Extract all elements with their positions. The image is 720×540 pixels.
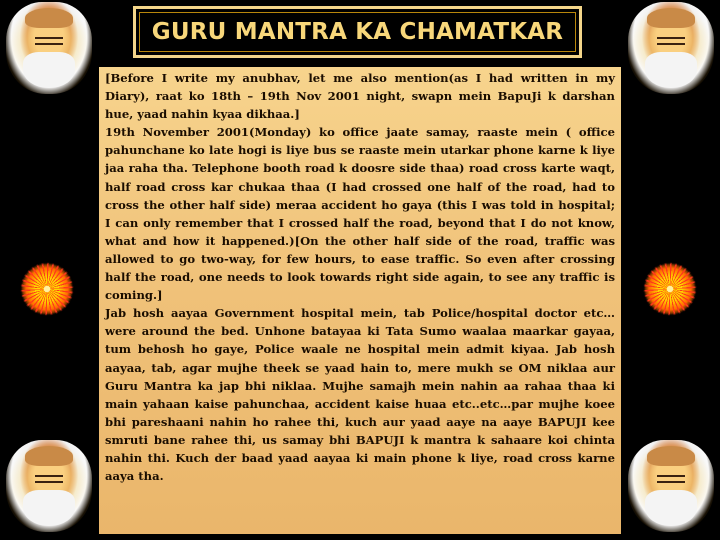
page-title: GURU MANTRA KA CHAMATKAR — [151, 19, 564, 45]
firework-left-icon — [20, 262, 74, 316]
firework-right-icon — [643, 262, 697, 316]
title-frame — [133, 6, 582, 58]
guru-photo-top-right — [628, 2, 714, 94]
paragraph-intro: [Before I write my anubhav, let me also mention(as I had written in my Diary), raat ko 18th – 19th Nov 2001 night, swapn mein BapuJi k darshan hue, yaad nahin kyaa dikhaa.] — [105, 71, 615, 122]
guru-photo-bottom-right — [628, 440, 714, 532]
paragraph-hospital: Jab hosh aayaa Government hospital mein, tab Police/hospital doctor etc… were around the bed. Unhone batayaa ki Tata Sumo waalaa maarkar gayaa, tum behosh ho gaye, Police waale ne hospital mein admit kiyaa. Jab hosh aayaa, tab, agar mujhe theek se yaad hain to, mere mukh se OM niklaa aur Guru Mantra ka jap bhi niklaa. Mujhe samajh mein nahin aa rahaa thaa ki main yahaan kaise pahunchaa, accident kaise huaa etc..etc…par mujhe koee bhi pareshaani nahin ho rahee thi, kuch aur yaad aaye na aaye BAPUJI kee smruti bane rahee thi, us samay bhi BAPUJI k mantra k sahaare koi chinta nahin thi. Kuch der baad yaad aayaa ki main phone k liye, road cross karne aaya tha. — [105, 306, 615, 484]
guru-photo-top-left — [6, 2, 92, 94]
guru-photo-bottom-left — [6, 440, 92, 532]
content-panel — [99, 67, 621, 534]
paragraph-accident: 19th November 2001(Monday) ko office jaate samay, raaste mein ( office pahunchane ko late hogi is liye bus se raaste mein utarkar phone karne k liye jaa raha tha. Telephone booth road k doosre side thaa) road cross karte waqt, half road cross kar chukaa thaa (I had crossed one half of the road, had to cross the other half side) meraa accident ho gaya (this I was told in hospital; I can only remember that I crossed half the road, beyond that I do not know, what and how it happened.)[On the other half side of the road, traffic was allowed to go two-way, for few hours, to ease traffic. So even after crossing half the road, one needs to look towards right side again, to see any traffic is coming.] — [105, 125, 615, 303]
